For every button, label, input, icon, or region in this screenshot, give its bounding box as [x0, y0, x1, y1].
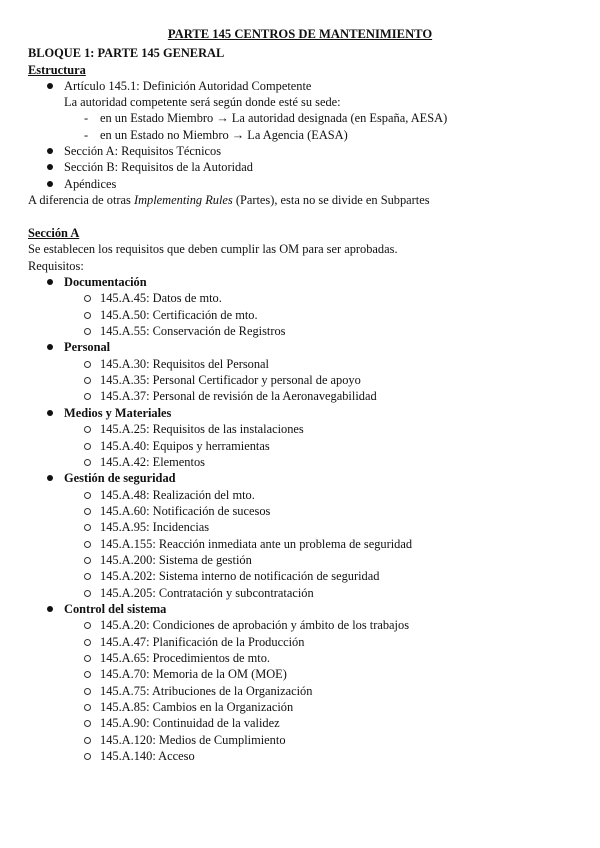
- requirement-item: 145.A.42: Elementos: [100, 454, 205, 469]
- requirement-item: 145.A.60: Notificación de sucesos: [100, 503, 271, 518]
- bullet-icon: [47, 410, 53, 416]
- requirement-item: 145.A.37: Personal de revisión de la Aeronavegabilidad: [100, 389, 377, 404]
- circle-bullet-icon: [84, 753, 91, 760]
- requirement-item: 145.A.85: Cambios en la Organización: [100, 700, 294, 715]
- bullet-icon: [47, 181, 53, 187]
- circle-bullet-icon: [84, 573, 91, 580]
- estructura-item-1: Artículo 145.1: Definición Autoridad Competente: [64, 79, 312, 93]
- group-label: Medios y Materiales: [64, 405, 172, 420]
- circle-bullet-icon: [84, 671, 91, 678]
- circle-bullet-icon: [84, 704, 91, 711]
- estructura-sub-1: en un Estado Miembro → La autoridad designada (en España, AESA): [100, 111, 448, 125]
- estructura-item-4: Apéndices: [64, 177, 117, 191]
- requirement-item: 145.A.48: Realización del mto.: [100, 487, 255, 502]
- circle-bullet-icon: [84, 443, 91, 450]
- requirement-item: 145.A.65: Procedimientos de mto.: [100, 651, 271, 666]
- circle-bullet-icon: [84, 720, 91, 727]
- bullet-icon: [47, 148, 53, 154]
- requirement-item: 145.A.140: Acceso: [100, 749, 195, 764]
- bullet-icon: [47, 606, 53, 612]
- group-label: Personal: [64, 340, 111, 355]
- circle-bullet-icon: [84, 377, 91, 384]
- bullet-icon: [47, 344, 53, 350]
- group-label: Control del sistema: [64, 602, 167, 616]
- seccion-a-intro: Se establecen los requisitos que deben cumplir las OM para ser aprobadas.: [28, 242, 398, 256]
- requirement-item: 145.A.75: Atribuciones de la Organización: [100, 683, 313, 698]
- dash-icon: -: [84, 111, 89, 125]
- dash-icon: -: [84, 128, 89, 142]
- circle-bullet-icon: [84, 459, 91, 466]
- note-emphasis: Implementing Rules: [133, 193, 233, 207]
- block-heading: BLOQUE 1: PARTE 145 GENERAL: [28, 46, 225, 60]
- requirement-item: 145.A.90: Continuidad de la validez: [100, 716, 280, 731]
- estructura-sub-2: en un Estado no Miembro → La Agencia (EASA): [100, 128, 348, 142]
- bullet-icon: [47, 279, 53, 285]
- circle-bullet-icon: [84, 541, 91, 548]
- bullet-icon: [47, 83, 53, 89]
- requirement-item: 145.A.47: Planificación de la Producción: [100, 634, 305, 649]
- circle-bullet-icon: [84, 426, 91, 433]
- requirement-item: 145.A.200: Sistema de gestión: [100, 552, 252, 567]
- circle-bullet-icon: [84, 688, 91, 695]
- requirement-item: 145.A.25: Requisitos de las instalaciones: [100, 422, 304, 437]
- requirement-item: 145.A.202: Sistema interno de notificación de seguridad: [100, 569, 380, 584]
- requisitos-label: Requisitos:: [28, 259, 84, 273]
- requirement-item: 145.A.45: Datos de mto.: [100, 291, 222, 306]
- group-label: Gestión de seguridad: [64, 471, 176, 486]
- requirement-item: 145.A.155: Reacción inmediata ante un problema de seguridad: [100, 536, 413, 551]
- estructura-item-3: Sección B: Requisitos de la Autoridad: [64, 160, 253, 174]
- circle-bullet-icon: [84, 557, 91, 564]
- circle-bullet-icon: [84, 295, 91, 302]
- bullet-icon: [47, 164, 53, 170]
- circle-bullet-icon: [84, 492, 91, 499]
- bullet-icon: [47, 475, 53, 481]
- requirement-item: 145.A.70: Memoria de la OM (MOE): [100, 667, 287, 682]
- circle-bullet-icon: [84, 508, 91, 515]
- group-label: Documentación: [64, 275, 147, 289]
- circle-bullet-icon: [84, 590, 91, 597]
- requirement-item: 145.A.40: Equipos y herramientas: [100, 438, 270, 453]
- estructura-item-2: Sección A: Requisitos Técnicos: [64, 144, 222, 158]
- circle-bullet-icon: [84, 312, 91, 319]
- estructura-item-1-desc: La autoridad competente será según donde esté su sede:: [64, 95, 341, 109]
- circle-bullet-icon: [84, 622, 91, 629]
- requirement-item: 145.A.120: Medios de Cumplimiento: [100, 732, 286, 747]
- circle-bullet-icon: [84, 361, 91, 368]
- circle-bullet-icon: [84, 524, 91, 531]
- note-pre: A diferencia de otras: [28, 193, 134, 207]
- requirement-item: 145.A.205: Contratación y subcontratación: [100, 585, 314, 600]
- circle-bullet-icon: [84, 639, 91, 646]
- estructura-note: [28, 192, 430, 208]
- requirement-item: 145.A.20: Condiciones de aprobación y ámbito de los trabajos: [100, 618, 410, 633]
- page-title: PARTE 145 CENTROS DE MANTENIMIENTO: [167, 27, 433, 41]
- circle-bullet-icon: [84, 328, 91, 335]
- circle-bullet-icon: [84, 655, 91, 662]
- requirement-item: 145.A.35: Personal Certificador y personal de apoyo: [100, 373, 361, 388]
- requirement-item: 145.A.55: Conservación de Registros: [100, 324, 286, 339]
- circle-bullet-icon: [84, 393, 91, 400]
- note-post: (Partes), esta no se divide en Subpartes: [232, 193, 430, 207]
- requirement-item: 145.A.30: Requisitos del Personal: [100, 356, 269, 371]
- seccion-a-heading: Sección A: [28, 226, 80, 240]
- requirement-item: 145.A.95: Incidencias: [100, 520, 210, 535]
- requirement-item: 145.A.50: Certificación de mto.: [100, 307, 258, 322]
- circle-bullet-icon: [84, 737, 91, 744]
- estructura-heading: Estructura: [28, 63, 86, 77]
